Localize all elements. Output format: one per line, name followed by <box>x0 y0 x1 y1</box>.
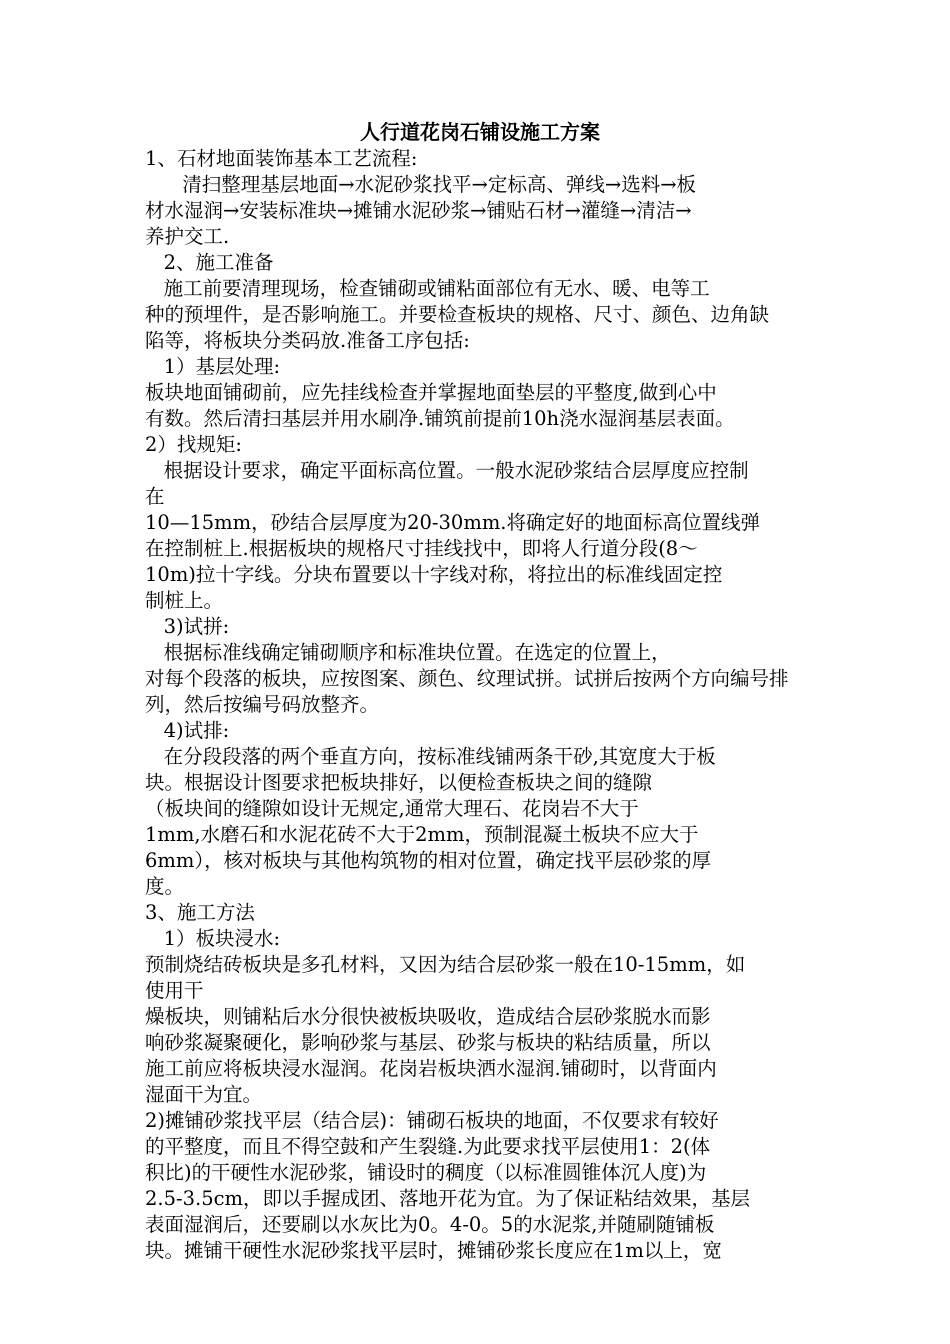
text-line: 养护交工. <box>145 225 230 248</box>
text-line: 施工前应将板块浸水湿润。花岗岩板块洒水湿润.铺砌时，以背面内 <box>145 1057 717 1080</box>
text-line: 度。 <box>145 875 185 898</box>
text-line: 2）找规矩: <box>145 433 242 456</box>
text-line: 块。摊铺干硬性水泥砂浆找平层时，摊铺砂浆长度应在1m以上，宽 <box>145 1239 722 1262</box>
text-line: 根据标准线确定铺砌顺序和标准块位置。在选定的位置上， <box>145 641 671 664</box>
document-page <box>145 118 815 1264</box>
text-line: 1）板块浸水: <box>145 927 281 950</box>
text-line: 2.5-3.5cm，即以手握成团、落地开花为宜。为了保证粘结效果，基层 <box>145 1187 751 1210</box>
text-line: 块。根据设计图要求把板块排好，以便检查板块之间的缝隙 <box>145 771 653 794</box>
text-line: 表面湿润后，还要刷以水灰比为0。4-0。5的水泥浆,并随刷随铺板 <box>145 1213 715 1236</box>
text-line: 积比)的干硬性水泥砂浆，铺设时的稠度（以标准圆锥体沉人度)为 <box>145 1161 707 1184</box>
text-line: 4)试排: <box>145 719 230 742</box>
text-line: 响砂浆凝聚硬化，影响砂浆与基层、砂浆与板块的粘结质量，所以 <box>145 1031 711 1054</box>
text-line: 制桩上。 <box>145 589 224 612</box>
text-line: 1）基层处理: <box>145 355 281 378</box>
text-line: 预制烧结砖板块是多孔材料，又因为结合层砂浆一般在10-15mm，如 <box>145 953 746 976</box>
text-line: 施工前要清理现场，检查铺砌或铺粘面部位有无水、暖、电等工 <box>145 277 710 300</box>
text-line: 2、施工准备 <box>145 251 274 274</box>
text-line: 在控制桩上.根据板块的规格尺寸挂线找中，即将人行道分段(8～ <box>145 537 698 560</box>
text-line: 1、石材地面装饰基本工艺流程: <box>145 147 418 170</box>
text-line: 材水湿润→安装标准块→摊铺水泥砂浆→铺贴石材→灌缝→清洁→ <box>145 199 692 222</box>
text-line: 使用干 <box>145 979 204 1002</box>
text-line: 根据设计要求，确定平面标高位置。一般水泥砂浆结合层厚度应控制 <box>145 459 749 482</box>
text-line: 燥板块，则铺粘后水分很快被板块吸收，造成结合层砂浆脱水而影 <box>145 1005 711 1028</box>
text-line: 有数。然后清扫基层并用水刷净.铺筑前提前10h浇水湿润基层表面。 <box>145 407 735 430</box>
text-line: 种的预埋件，是否影响施工。并要检查板块的规格、尺寸、颜色、边角缺 <box>145 303 770 326</box>
text-line: 板块地面铺砌前，应先挂线检查并掌握地面垫层的平整度,做到心中 <box>145 381 717 404</box>
text-line: 3、施工方法 <box>145 901 255 924</box>
text-line: 6mm），核对板块与其他构筑物的相对位置，确定找平层砂浆的厚 <box>145 849 712 872</box>
text-line: 10—15mm，砂结合层厚度为20-30mm.将确定好的地面标高位置线弹 <box>145 511 761 534</box>
text-line: 3)试拼: <box>145 615 230 638</box>
text-line: 2)摊铺砂浆找平层（结合层)：铺砌石板块的地面，不仅要求有较好 <box>145 1109 719 1132</box>
text-line: 陷等，将板块分类码放.准备工序包括: <box>145 329 470 352</box>
text-line: （板块间的缝隙如设计无规定,通常大理石、花岗岩不大于 <box>145 797 639 820</box>
text-line: 湿面干为宜。 <box>145 1083 263 1106</box>
text-line: 清扫整理基层地面→水泥砂浆找平→定标高、弹线→选料→板 <box>145 173 697 196</box>
text-line: 1mm,水磨石和水泥花砖不大于2mm，预制混凝土板块不应大于 <box>145 823 699 846</box>
document-title: 人行道花岗石铺设施工方案 <box>360 120 600 144</box>
text-line: 的平整度，而且不得空鼓和产生裂缝.为此要求找平层使用1：2(体 <box>145 1135 711 1158</box>
text-line: 10m)拉十字线。分块布置要以十字线对称，将拉出的标准线固定控 <box>145 563 723 586</box>
text-line: 对每个段落的板块，应按图案、颜色、纹理试拼。试拼后按两个方向编号排 <box>145 667 789 690</box>
text-line: 在 <box>145 485 165 508</box>
text-line: 在分段段落的两个垂直方向，按标准线铺两条干砂,其宽度大于板 <box>145 745 716 768</box>
text-line: 列，然后按编号码放整齐。 <box>145 693 380 716</box>
document-body <box>145 146 815 1264</box>
